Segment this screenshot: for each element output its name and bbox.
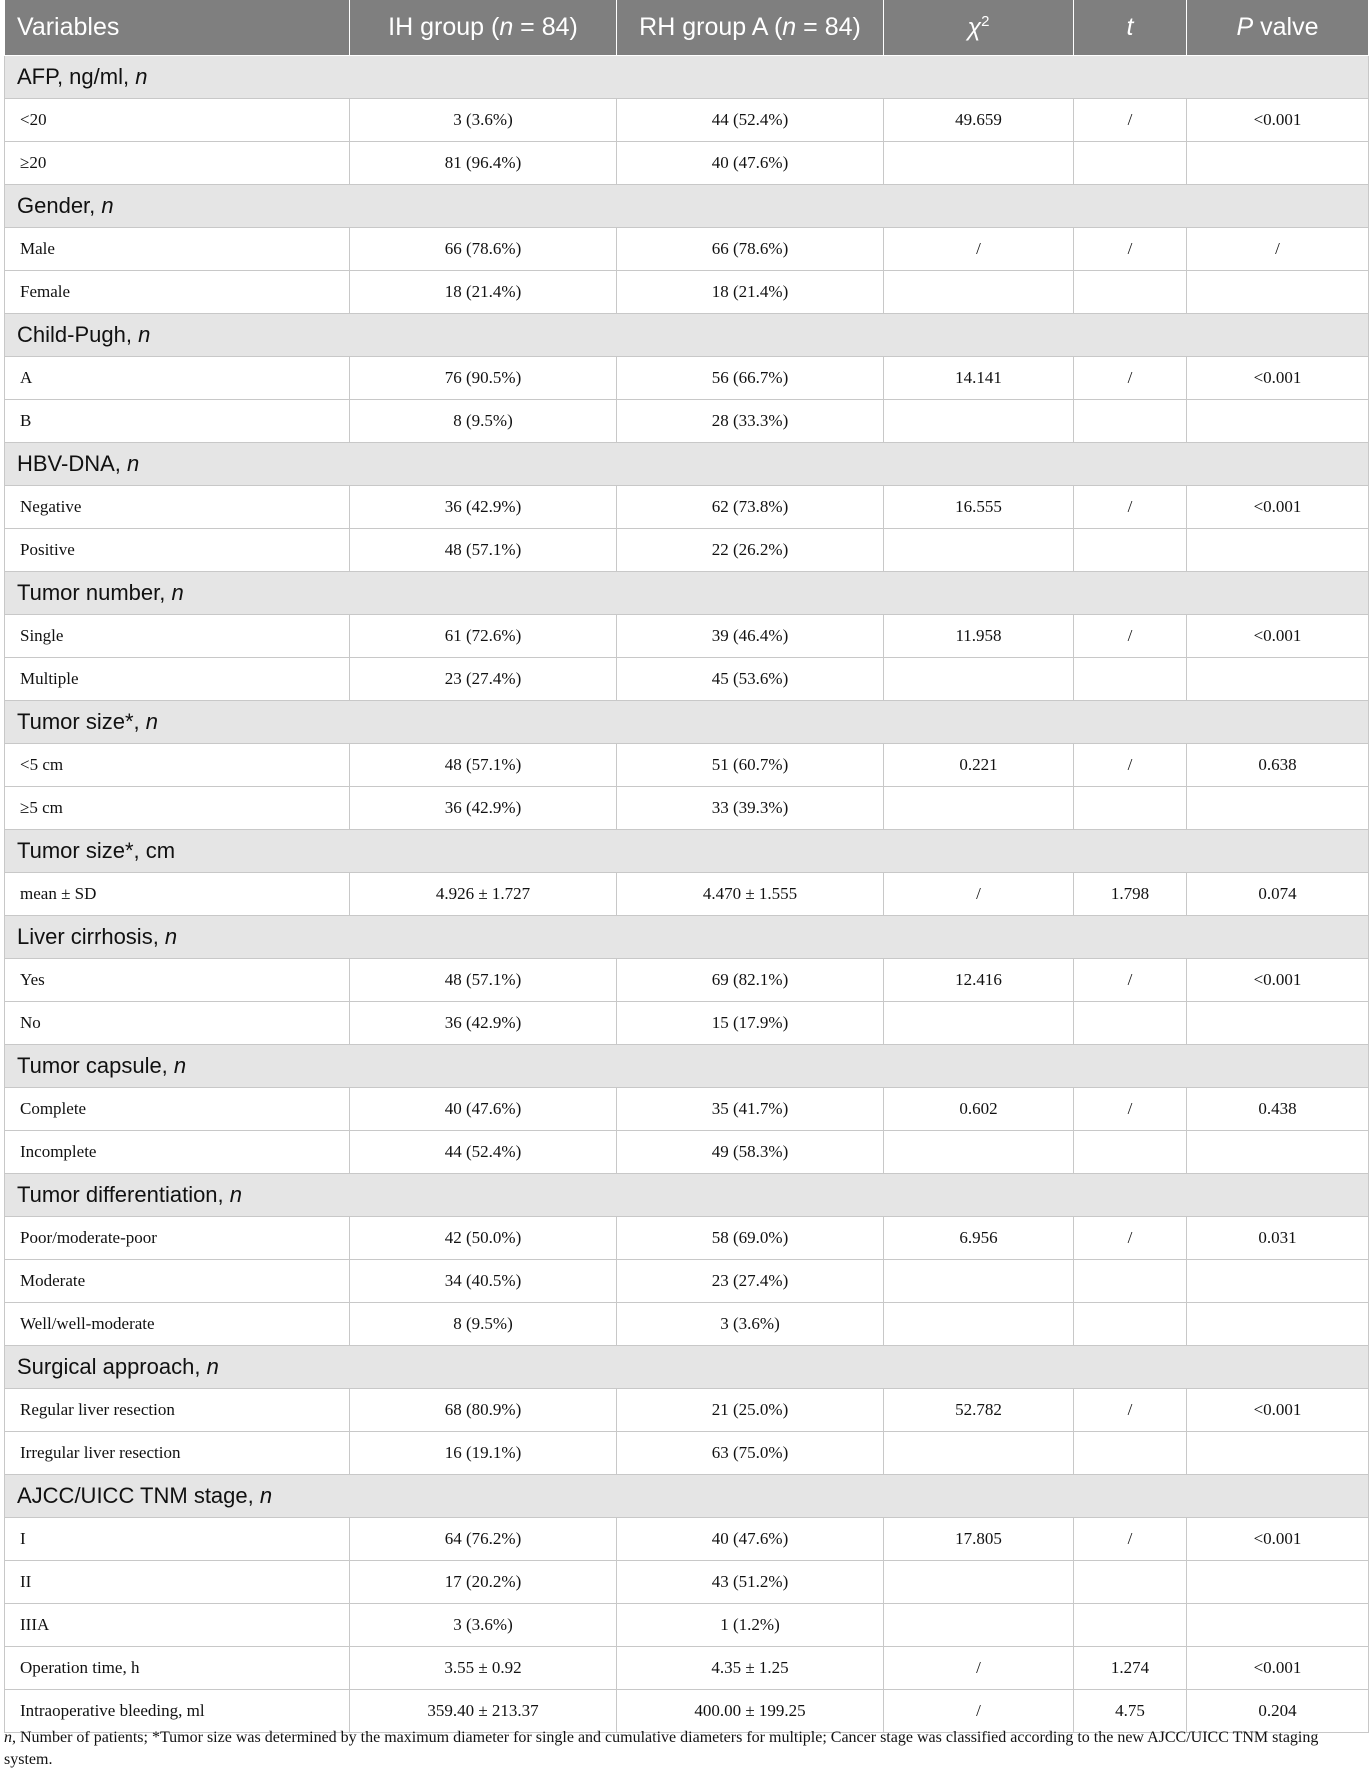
table-body [5,56,1369,1733]
cell-p-value [1187,1604,1369,1647]
cell-rh-group-a: 23 (27.4%) [617,1260,884,1303]
table-row [5,529,1369,572]
cell-rh-group-a: 51 (60.7%) [617,744,884,787]
cell-chi-square [884,271,1074,314]
cell-p-value: 0.074 [1187,873,1369,916]
table-row [5,1604,1369,1647]
table-row [5,873,1369,916]
cell-variable: Intraoperative bleeding, ml [5,1690,350,1733]
cell-t-value [1074,529,1187,572]
header-row [5,0,1369,56]
cell-variable: <5 cm [5,744,350,787]
cell-p-value [1187,271,1369,314]
section-header-row [5,314,1369,357]
cell-p-value: <0.001 [1187,1518,1369,1561]
cell-variable: Multiple [5,658,350,701]
cell-t-value: 1.274 [1074,1647,1187,1690]
cell-t-value: / [1074,486,1187,529]
cell-variable: A [5,357,350,400]
cell-p-value: <0.001 [1187,1647,1369,1690]
section-header-row [5,572,1369,615]
table-row [5,658,1369,701]
cell-chi-square: 0.602 [884,1088,1074,1131]
cell-rh-group-a: 63 (75.0%) [617,1432,884,1475]
cell-t-value: / [1074,959,1187,1002]
section-header-row [5,916,1369,959]
cell-chi-square [884,1561,1074,1604]
cell-ih-group: 81 (96.4%) [350,142,617,185]
cell-variable: Female [5,271,350,314]
cell-chi-square: 49.659 [884,99,1074,142]
table-row [5,1518,1369,1561]
cell-p-value: / [1187,228,1369,271]
cell-chi-square: / [884,1647,1074,1690]
cell-t-value [1074,1432,1187,1475]
cell-ih-group: 48 (57.1%) [350,744,617,787]
cell-t-value [1074,1604,1187,1647]
cell-rh-group-a: 62 (73.8%) [617,486,884,529]
cell-rh-group-a: 400.00 ± 199.25 [617,1690,884,1733]
cell-variable: Irregular liver resection [5,1432,350,1475]
cell-rh-group-a: 43 (51.2%) [617,1561,884,1604]
cell-p-value: 0.638 [1187,744,1369,787]
data-table [4,0,1369,1733]
table-row [5,1131,1369,1174]
cell-chi-square [884,400,1074,443]
cell-rh-group-a: 35 (41.7%) [617,1088,884,1131]
cell-t-value [1074,658,1187,701]
cell-ih-group: 40 (47.6%) [350,1088,617,1131]
cell-p-value [1187,787,1369,830]
section-title: Tumor differentiation, n [5,1174,1369,1217]
cell-p-value: 0.031 [1187,1217,1369,1260]
cell-p-value: 0.438 [1187,1088,1369,1131]
cell-p-value: <0.001 [1187,1389,1369,1432]
table-row [5,99,1369,142]
cell-t-value: / [1074,1217,1187,1260]
cell-variable: Single [5,615,350,658]
cell-chi-square: / [884,1690,1074,1733]
cell-ih-group: 42 (50.0%) [350,1217,617,1260]
cell-chi-square [884,142,1074,185]
section-header-row [5,1346,1369,1389]
table-row [5,228,1369,271]
cell-t-value: 4.75 [1074,1690,1187,1733]
cell-variable: Incomplete [5,1131,350,1174]
header-t: t [1074,0,1187,56]
cell-variable: <20 [5,99,350,142]
cell-rh-group-a: 45 (53.6%) [617,658,884,701]
table-row [5,1088,1369,1131]
section-title: AFP, ng/ml, n [5,56,1369,99]
cell-variable: No [5,1002,350,1045]
cell-variable: Poor/moderate-poor [5,1217,350,1260]
section-header-row [5,1174,1369,1217]
cell-chi-square: 17.805 [884,1518,1074,1561]
cell-p-value [1187,529,1369,572]
cell-ih-group: 68 (80.9%) [350,1389,617,1432]
cell-chi-square [884,529,1074,572]
cell-ih-group: 3 (3.6%) [350,99,617,142]
section-header-row [5,185,1369,228]
cell-ih-group: 3.55 ± 0.92 [350,1647,617,1690]
cell-t-value [1074,1260,1187,1303]
section-title: Surgical approach, n [5,1346,1369,1389]
cell-variable: ≥20 [5,142,350,185]
section-title: Tumor capsule, n [5,1045,1369,1088]
cell-rh-group-a: 40 (47.6%) [617,142,884,185]
cell-chi-square: 52.782 [884,1389,1074,1432]
cell-ih-group: 4.926 ± 1.727 [350,873,617,916]
cell-ih-group: 36 (42.9%) [350,1002,617,1045]
table-row [5,357,1369,400]
cell-variable: II [5,1561,350,1604]
cell-rh-group-a: 4.35 ± 1.25 [617,1647,884,1690]
cell-chi-square: / [884,228,1074,271]
cell-t-value: / [1074,99,1187,142]
cell-variable: IIIA [5,1604,350,1647]
cell-variable: B [5,400,350,443]
cell-chi-square: 14.141 [884,357,1074,400]
section-header-row [5,1475,1369,1518]
cell-ih-group: 76 (90.5%) [350,357,617,400]
cell-ih-group: 44 (52.4%) [350,1131,617,1174]
cell-variable: Well/well-moderate [5,1303,350,1346]
cell-p-value [1187,142,1369,185]
cell-rh-group-a: 49 (58.3%) [617,1131,884,1174]
cell-t-value: / [1074,615,1187,658]
cell-t-value [1074,271,1187,314]
section-header-row [5,701,1369,744]
table-row [5,787,1369,830]
cell-t-value [1074,1131,1187,1174]
cell-t-value [1074,1002,1187,1045]
cell-ih-group: 34 (40.5%) [350,1260,617,1303]
cell-p-value: <0.001 [1187,357,1369,400]
cell-ih-group: 8 (9.5%) [350,1303,617,1346]
cell-variable: Operation time, h [5,1647,350,1690]
section-title: Gender, n [5,185,1369,228]
table-row [5,1217,1369,1260]
table-row [5,959,1369,1002]
cell-t-value: / [1074,1088,1187,1131]
cell-p-value [1187,1561,1369,1604]
cell-t-value: / [1074,357,1187,400]
cell-rh-group-a: 44 (52.4%) [617,99,884,142]
table-row [5,142,1369,185]
table-row [5,1432,1369,1475]
cell-ih-group: 48 (57.1%) [350,959,617,1002]
cell-rh-group-a: 21 (25.0%) [617,1389,884,1432]
cell-chi-square: 6.956 [884,1217,1074,1260]
cell-chi-square [884,1131,1074,1174]
cell-ih-group: 16 (19.1%) [350,1432,617,1475]
table-row [5,1303,1369,1346]
cell-chi-square: 12.416 [884,959,1074,1002]
cell-rh-group-a: 40 (47.6%) [617,1518,884,1561]
table-row [5,486,1369,529]
cell-chi-square: 16.555 [884,486,1074,529]
cell-p-value: <0.001 [1187,99,1369,142]
header-variables: Variables [5,0,350,56]
cell-p-value: <0.001 [1187,486,1369,529]
cell-chi-square: 0.221 [884,744,1074,787]
table-row [5,1002,1369,1045]
cell-ih-group: 23 (27.4%) [350,658,617,701]
cell-ih-group: 8 (9.5%) [350,400,617,443]
table-row [5,615,1369,658]
cell-variable: Negative [5,486,350,529]
cell-t-value: 1.798 [1074,873,1187,916]
header-chi-square: $\chi^2$ [884,0,1074,56]
cell-chi-square [884,658,1074,701]
cell-chi-square [884,1303,1074,1346]
cell-ih-group: 3 (3.6%) [350,1604,617,1647]
cell-p-value: 0.204 [1187,1690,1369,1733]
header-p-value: P valve [1187,0,1369,56]
section-title: Tumor number, n [5,572,1369,615]
cell-variable: Yes [5,959,350,1002]
section-title: AJCC/UICC TNM stage, n [5,1475,1369,1518]
table-row [5,1647,1369,1690]
cell-ih-group: 17 (20.2%) [350,1561,617,1604]
header-rh-group-a: RH group A (n = 84) [617,0,884,56]
table-row [5,400,1369,443]
cell-rh-group-a: 15 (17.9%) [617,1002,884,1045]
table-row [5,744,1369,787]
cell-rh-group-a: 39 (46.4%) [617,615,884,658]
cell-p-value [1187,1303,1369,1346]
cell-chi-square [884,1002,1074,1045]
cell-variable: I [5,1518,350,1561]
cell-t-value: / [1074,228,1187,271]
table-footnote: n, Number of patients; *Tumor size was determined by the maximum diameter for single and cumulative diameters for multiple; Cancer stage was classified according to the new AJCC/UICC TNM staging system. [4,1729,1319,1768]
cell-variable: mean ± SD [5,873,350,916]
section-title: Child-Pugh, n [5,314,1369,357]
cell-variable: Male [5,228,350,271]
section-header-row [5,1045,1369,1088]
section-title: Tumor size*, cm [5,830,1369,873]
cell-chi-square [884,1432,1074,1475]
cell-ih-group: 61 (72.6%) [350,615,617,658]
table-row [5,1561,1369,1604]
cell-chi-square [884,787,1074,830]
cell-p-value [1187,658,1369,701]
cell-ih-group: 48 (57.1%) [350,529,617,572]
cell-chi-square [884,1260,1074,1303]
table-row [5,271,1369,314]
cell-variable: ≥5 cm [5,787,350,830]
cell-rh-group-a: 1 (1.2%) [617,1604,884,1647]
cell-rh-group-a: 3 (3.6%) [617,1303,884,1346]
header-ih-group: IH group (n = 84) [350,0,617,56]
cell-rh-group-a: 18 (21.4%) [617,271,884,314]
cell-rh-group-a: 69 (82.1%) [617,959,884,1002]
cell-t-value [1074,400,1187,443]
cell-p-value: <0.001 [1187,959,1369,1002]
cell-rh-group-a: 58 (69.0%) [617,1217,884,1260]
table-row [5,1260,1369,1303]
section-header-row [5,56,1369,99]
cell-ih-group: 18 (21.4%) [350,271,617,314]
cell-ih-group: 64 (76.2%) [350,1518,617,1561]
cell-chi-square: / [884,873,1074,916]
cell-p-value [1187,400,1369,443]
section-title: Tumor size*, n [5,701,1369,744]
section-header-row [5,443,1369,486]
cell-rh-group-a: 28 (33.3%) [617,400,884,443]
table-row [5,1389,1369,1432]
cell-variable: Positive [5,529,350,572]
cell-p-value [1187,1131,1369,1174]
cell-t-value [1074,1303,1187,1346]
cell-rh-group-a: 56 (66.7%) [617,357,884,400]
cell-ih-group: 36 (42.9%) [350,787,617,830]
cell-p-value [1187,1260,1369,1303]
cell-t-value [1074,142,1187,185]
cell-t-value: / [1074,744,1187,787]
section-title: Liver cirrhosis, n [5,916,1369,959]
cell-ih-group: 359.40 ± 213.37 [350,1690,617,1733]
cell-p-value [1187,1002,1369,1045]
cell-p-value [1187,1432,1369,1475]
cell-variable: Regular liver resection [5,1389,350,1432]
section-header-row [5,830,1369,873]
cell-t-value: / [1074,1389,1187,1432]
cell-rh-group-a: 33 (39.3%) [617,787,884,830]
cell-chi-square [884,1604,1074,1647]
cell-chi-square: 11.958 [884,615,1074,658]
cell-variable: Complete [5,1088,350,1131]
cell-variable: Moderate [5,1260,350,1303]
cell-p-value: <0.001 [1187,615,1369,658]
cell-t-value [1074,787,1187,830]
cell-rh-group-a: 66 (78.6%) [617,228,884,271]
cell-ih-group: 66 (78.6%) [350,228,617,271]
cell-rh-group-a: 22 (26.2%) [617,529,884,572]
cell-t-value [1074,1561,1187,1604]
cell-t-value: / [1074,1518,1187,1561]
section-title: HBV-DNA, n [5,443,1369,486]
cell-rh-group-a: 4.470 ± 1.555 [617,873,884,916]
cell-ih-group: 36 (42.9%) [350,486,617,529]
